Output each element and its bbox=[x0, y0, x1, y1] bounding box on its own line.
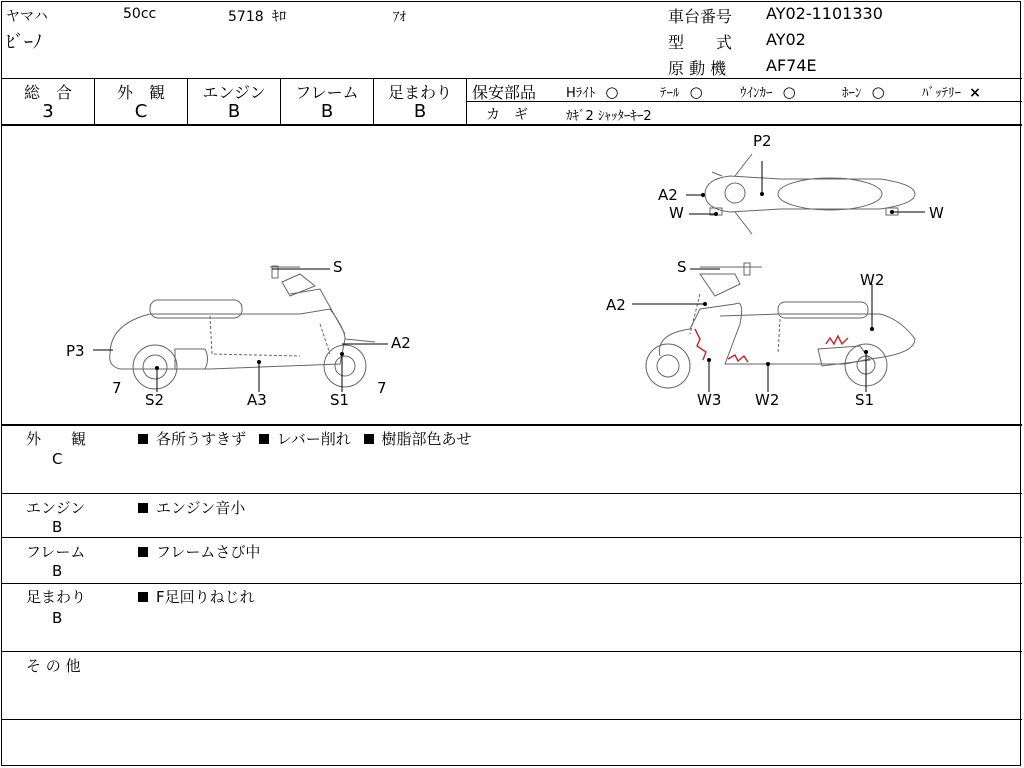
label-side-A2: A2 bbox=[391, 334, 411, 352]
overall-label: 総 合 bbox=[23, 83, 72, 102]
engine-code: AF74E bbox=[766, 56, 817, 75]
safety-item-mark: ○ bbox=[689, 83, 703, 101]
damage-marks bbox=[695, 329, 848, 362]
notes-frame-label: フレーム bbox=[26, 543, 86, 561]
leader-dots bbox=[155, 192, 894, 370]
notes-exterior-items bbox=[138, 428, 480, 449]
divider-diagram bbox=[1, 424, 1022, 426]
model-type: AY02 bbox=[766, 30, 806, 49]
bullet-square-icon bbox=[138, 592, 148, 602]
safety-item-name: ﾊﾞｯﾃﾘｰ bbox=[922, 86, 961, 101]
safety-item-mark: ○ bbox=[871, 83, 885, 101]
label-side-7-left: 7 bbox=[112, 379, 122, 397]
divider-suspension bbox=[1, 651, 1022, 652]
label-side-A3: A3 bbox=[247, 391, 267, 409]
scooter-left-view bbox=[110, 266, 375, 389]
label-right-W2-bottom: W2 bbox=[755, 391, 780, 409]
safety-item-headlight bbox=[566, 82, 619, 101]
bullet-square-icon bbox=[138, 434, 148, 444]
label-top-W-right: W bbox=[929, 204, 944, 222]
displacement: 50cc bbox=[123, 6, 157, 22]
notes-suspension-grade: B bbox=[52, 609, 63, 627]
suspension-grade: B bbox=[413, 101, 427, 122]
notes-exterior-grade: C bbox=[52, 450, 63, 468]
model-type-label: 型 式 bbox=[668, 33, 733, 52]
divider-frame bbox=[1, 583, 1022, 584]
model-name: ﾋﾞｰﾉ bbox=[6, 32, 42, 53]
safety-item-tail bbox=[660, 82, 703, 101]
safety-item-battery bbox=[922, 82, 981, 101]
bullet-square-icon bbox=[138, 547, 148, 557]
frame-number: AY02-1101330 bbox=[766, 4, 883, 23]
notes-engine-grade: B bbox=[52, 518, 63, 536]
divider-engine bbox=[1, 537, 1022, 538]
safety-item-horn bbox=[842, 82, 885, 101]
divider-exterior bbox=[1, 493, 1022, 494]
safety-label: 保安部品 bbox=[472, 83, 537, 102]
label-side-7-right: 7 bbox=[377, 379, 387, 397]
bullet-square-icon bbox=[364, 434, 374, 444]
safety-item-winker bbox=[740, 82, 796, 101]
engine-label: 原 動 機 bbox=[668, 59, 727, 78]
mileage-unit: ｷﾛ bbox=[272, 9, 287, 25]
safety-item-name: ｳｲﾝｶｰ bbox=[740, 86, 773, 101]
suspension-grade-label: 足まわり bbox=[387, 83, 452, 102]
label-side-S1: S1 bbox=[330, 391, 350, 409]
bullet-square-icon bbox=[259, 434, 269, 444]
label-side-S: S bbox=[333, 258, 343, 276]
note-item: エンジン音小 bbox=[156, 499, 246, 517]
note-item: レバー削れ bbox=[276, 430, 351, 448]
notes-suspension-label: 足まわり bbox=[26, 588, 87, 606]
frame-grade: B bbox=[320, 101, 334, 122]
label-top-P2: P2 bbox=[753, 132, 772, 150]
notes-suspension-items bbox=[138, 586, 263, 607]
label-side-P3: P3 bbox=[66, 342, 85, 360]
note-item: 各所うすきず bbox=[156, 430, 247, 448]
notes-engine-items bbox=[138, 497, 253, 518]
key-label: カ ギ bbox=[486, 107, 528, 123]
color: ｱｵ bbox=[393, 10, 406, 25]
label-right-S: S bbox=[677, 258, 687, 276]
mileage-group bbox=[228, 6, 286, 26]
divider-header bbox=[1, 78, 1022, 79]
notes-frame-items bbox=[138, 541, 268, 562]
label-top-A2: A2 bbox=[658, 186, 678, 204]
safety-item-name: Hﾗｲﾄ bbox=[566, 86, 596, 101]
bullet-square-icon bbox=[138, 503, 148, 513]
label-side-S2: S2 bbox=[145, 391, 165, 409]
divider-other bbox=[1, 719, 1022, 720]
safety-item-name: ﾃｰﾙ bbox=[660, 86, 680, 101]
scooter-top-view bbox=[705, 154, 915, 234]
maker: ヤマハ bbox=[6, 9, 48, 25]
safety-item-mark: ○ bbox=[782, 83, 796, 101]
label-right-A2: A2 bbox=[606, 296, 626, 314]
label-right-S1: S1 bbox=[855, 391, 875, 409]
notes-frame-grade: B bbox=[52, 562, 63, 580]
frame-grade-label: フレーム bbox=[295, 83, 359, 102]
label-right-W2-top: W2 bbox=[860, 271, 885, 289]
notes-engine-label: エンジン bbox=[26, 499, 86, 517]
safety-item-mark: ○ bbox=[605, 83, 619, 101]
overall-grade: 3 bbox=[42, 101, 54, 122]
leader-lines bbox=[93, 161, 925, 392]
divider-safety bbox=[466, 101, 1022, 102]
exterior-label: 外 観 bbox=[116, 83, 165, 102]
label-top-W-left: W bbox=[669, 204, 684, 222]
notes-exterior-label: 外 観 bbox=[26, 430, 87, 448]
engine-grade-label: エンジン bbox=[202, 83, 266, 102]
mileage: 5718 bbox=[228, 9, 264, 25]
grade-sep-5 bbox=[466, 78, 467, 124]
key-value: ｶｷﾞ2 ｼｬｯﾀｰｷｰ2 bbox=[566, 109, 652, 124]
exterior-grade: C bbox=[134, 101, 148, 122]
engine-grade: B bbox=[227, 101, 241, 122]
frame-number-label: 車台番号 bbox=[668, 7, 733, 26]
note-item: 樹脂部色あせ bbox=[381, 430, 472, 448]
label-right-W3: W3 bbox=[697, 391, 722, 409]
safety-item-name: ﾎｰﾝ bbox=[842, 86, 862, 101]
note-item: フレームさび中 bbox=[156, 543, 261, 561]
note-item: F足回りねじれ bbox=[156, 588, 255, 606]
notes-other-label: そ の 他 bbox=[26, 657, 81, 675]
safety-item-mark: × bbox=[969, 85, 981, 101]
